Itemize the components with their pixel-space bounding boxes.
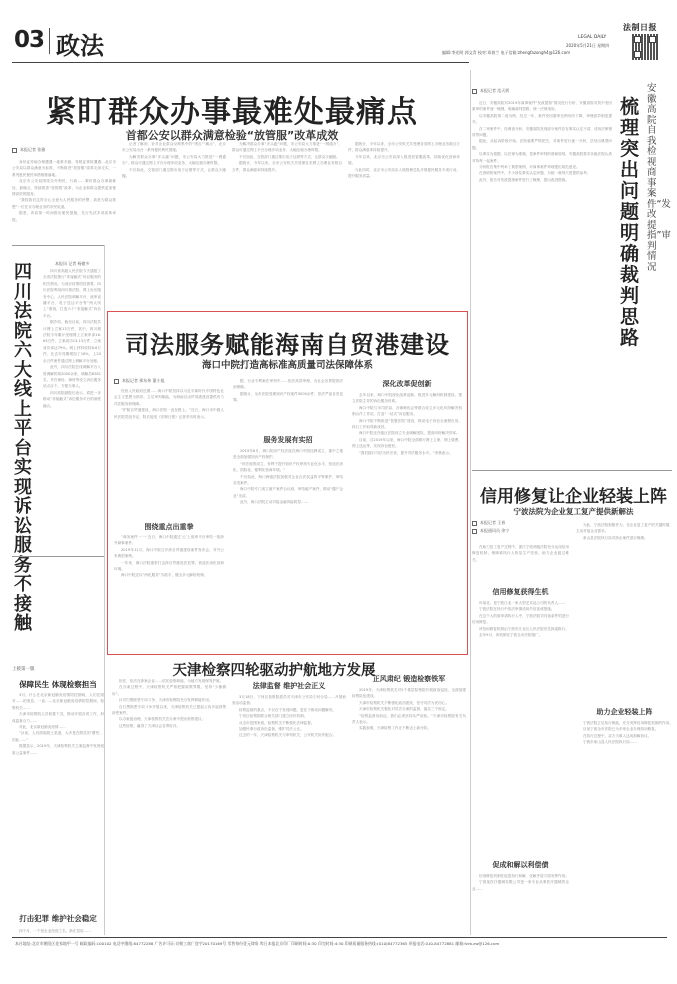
editor-credits: 编辑:李光明 郭文青 校对:邓春兰 电子信箱:zhengfazongh4@126.com <box>442 50 571 55</box>
tianjin-subhead-2: 正风肃纪 锻造检察铁军 <box>372 675 446 683</box>
ningbo-byline-1: 本报记者 王春 <box>472 520 505 526</box>
anhui-headline: 梳理突出问题明确裁判思路 <box>620 96 640 349</box>
anhui-body: 近日，安徽高院对2019年商事案件“发改提指”情况进行分析，安徽高院对其中发回重审的案件逐一梳理，明确裁判思路，统一法律适用。 以安徽高院第二庭为例，经过一年，案件发回重审比例有所下降，审理质效明显提升。 在二审案件中，经调查分析，安徽高院发现部分案件存在事实认定不清、适用法律错误等问题。 据此，从起诉阶段开始，法院就要严格把关，对案件进行逐一分析，总结出典型问题。 以事实为根据，以法律为准绳，是案件审判的基础原则，安徽高院要求各级法院认真对待每一起案件。 分析报告集中列举了典型案例，对商事案件审理提出规范意见。 在查明的案件中，不少涉及事实认定问题，为统一裁判尺度提供参考。 此外，报告对发改提指案件进行了梳理，提出改进措施。 <box>472 101 612 182</box>
ningbo-subhead-1: 信用修复获得生机 <box>492 588 549 596</box>
ningbo-article <box>470 470 677 936</box>
hainan-subheadline: 海口中院打造高标准高质量司法保障体系 <box>201 360 373 371</box>
byline-box-icon <box>472 529 477 534</box>
ningbo-rule <box>472 470 672 471</box>
ningbo-col-1: 在助力复工复产过程中，浙江宁波两级法院充分运用信用修复机制，保障被执行人恢复生产经营，助力企业渡过难关。 <box>472 545 569 562</box>
ningbo-subheadline: 宁波法院为企业复工复产提供新解法 <box>513 507 634 516</box>
hainan-subhead-3: 深化改革促创新 <box>382 380 432 388</box>
column-rule <box>104 245 105 935</box>
page-header <box>0 0 677 64</box>
continued-tail: 四个月，一个是企业经营之名，新庄县检…… <box>19 929 91 933</box>
ningbo-col-2b: 宁波法院立足执行职能，充分发挥信用修复机制的作用。 目前宁波全市法院已为多家企业办理信用修复。 在执行过程中，双方当事人达成和解协议。 宁波市象山县人民法院执行局…… <box>583 721 673 745</box>
hainan-col-1: 经营人民政府近期……海口中院坚持以习近平新时代中国特色社会主义思想为指导，立足审判职能，为海南自由贸易港建设提供有力司法服务和保障。 “护航自贸港建设，海口法院一直在路上。”近日，海口市中级人民法院党组书记、院长接受《法制日报》记者采访时表示。 <box>114 389 224 419</box>
masthead-logo: 法制日报 <box>623 22 657 32</box>
continued-label: 上接第一版 <box>12 667 35 672</box>
header-rule <box>12 62 469 63</box>
tianjin-col-2: 3月18日，宁河区检察院派员对天津市公安局宁河分局……开展侦查活动监督。 检察监督的重点，不仅在于发现问题，更在于推动问题解决。 宁河区检察院联合相关部门建立协作机制。 从全市范围来看，检察机关不断强化法律监督。 加强民事行政诉讼监督，维护司法公正。 过去的一年，天津检察机关与审判机关、公安机关协作配合。 <box>232 695 346 738</box>
ningbo-byline-2: 本报通讯员 余宁 <box>472 528 509 534</box>
tianjin-headline: 天津检察四轮驱动护航地方发展 <box>172 662 376 679</box>
main-subheadline: 首都公安以群众满意检验“放管服”改革成效 <box>125 129 339 142</box>
ningbo-col-2: 为此，宁波法院积极作为，在企业复工复产的关键时期，主动对接企业需求。 象山县法院执行局对涉企案件进行梳理。 <box>576 523 673 540</box>
byline-box-icon <box>472 89 477 94</box>
hainan-article-box <box>107 311 468 655</box>
continued-headline: 保障民生 体现检察担当 <box>19 680 97 689</box>
sichuan-byline: 本报讯 记者 杨傲多 <box>55 261 90 266</box>
hainan-subhead-2: 服务发展有实招 <box>263 436 313 444</box>
issue-date: 2020年5月21日 星期四 <box>566 43 610 48</box>
hainan-byline: 本报记者 邢东伟 董小旭 <box>114 378 165 384</box>
hainan-col-2: 据，行业专利案在审判中……依法高效审理，为社会各界提供法治保障。 据统计，全市法院受理知识产权案件3000余件，依法严惩各类犯罪。 <box>233 379 343 403</box>
hainan-col-2b: 2019年8月，海口知识产权法庭在海口中院挂牌成立，重中之重是全面加强知识产权保护。 “该法庭的成立，有利于提升知识产权审判专业化水平，营造法治化、国际化、便利化营商环境。” 不仅如此，海口两级法院加强对企业合法权益的平等保护，审结各类案件。 海口中院专门成立破产案件合议庭，审结破产案件，推动“僵尸企业”出清。 此外，海口法院主动对接金融风险防控…… <box>233 449 343 505</box>
qr-code-icon[interactable] <box>632 34 658 60</box>
hainan-col-3: 去年以来，海口中院深化改革创新，推进多元解纷机制建设，建立法院主导的诉讼服务体系。 海口中院与市司法局、各律师协会等联合设立多元化纠纷解决机制合作工作站，打造“一站式”诉讼服务。 海口中院不断推进“智慧法院”建设，推动电子诉讼全流程应用，执行工作取得新成效。 海口中院还在辖区法院设立专业调解团队，提高纠纷解决效率。 目前，自2019年以来，海口中院全面推行网上立案、网上缴费、网上送达等，实现诉讼便民。 “我们践行司法为民宗旨，提升司法服务水平。”李燕表示。 <box>352 393 462 455</box>
anhui-subheadline: 安徽高院自我检视商事案件“发改提指”审判情况 <box>647 83 671 273</box>
continued-body: 3月，什么在北京新冠肺炎疫情防控期间，人们在面对……的消息，一直……北京新冠肺炎疫情防控期间，检察机关…… 天津市检察院人员积极下沉，推动开展各项工作，形成监督合力…… 对此，北京新冠肺炎疫情…… “从前，人们面临缺乏渠道，大多是在附近的‘撂荒’，因此……” 数据显示，2019年，天津检察机关立案监督中发现侵害公益案件…… <box>12 693 104 755</box>
tianjin-col-3: 2019年，天津检察机关对5个基层检察院开展政治巡视，全面加强检察队伍建设。 天津市检察机关不断强化政治建设，坚守司法为民初心。 天津市检察机关强化对司法办案的监督，落实三个规定。 “检察监督向前迈，我们必须坚持从严治检。”天津市检察院有关负责人表示。 实践表明，天津检察工作正不断迈上新台阶。 <box>352 688 466 731</box>
continued-article <box>0 556 104 936</box>
continued-subhead: 打击犯罪 维护社会稳定 <box>19 914 97 923</box>
main-col-1: 身份证异地办理遭遇一地事多跑、驾驶证事故遭遇…北京市公安局以群众满意为标准，不断推进“放管服”改革走深走实，一系列惠民便民举措相继落地。 北京市公安局围绕全年利民、行政……紧盯群众办事最难处、最痛点，持续推进“放管服”改革，为企业和群众提供更加便捷高效的服务。 “我将我们这样全心全意为人民服务的民警，真是为群众着想”一位在京办理业务的市民说道。 据悉，该局第一时间推出便民措施，先行先试多项改革举措。 <box>12 160 116 222</box>
main-col-3: 为解决群众办事“多头跑”问题，市公安局大力推进“一网通办”，群众可通过网上平台办理多项业务，大幅压缩办理时限。 不仅如此，交管部门通过推出电子证照等方式，让群众少跑腿。 据统计，今年以来，全市公安机关共受理各类网上办理业务数百万件，群众满意率持续提升。 <box>232 142 342 172</box>
footer-rule <box>12 937 667 938</box>
tianjin-article <box>104 656 468 936</box>
byline-box-icon <box>114 379 119 384</box>
byline-box-icon <box>472 521 477 526</box>
byline-box-icon <box>12 148 17 153</box>
main-headline: 紧盯群众办事最难处最痛点 <box>46 95 418 130</box>
masthead-en: LEGAL DAILY <box>578 35 607 40</box>
main-col-4: 据统计，今年以来，全市公安机关共受理各类网上办理业务数百万件，群众满意率持续提升。 今年以来，北京市公安局深入推进放管服改革，持续优化营商环境。 与此同时，北京市公安局出入境管理总队开展便民服务专项行动，提升服务质量。 <box>348 142 460 179</box>
sichuan-headline: 四川法院六大线上平台实现诉讼服务不接触 <box>14 262 32 634</box>
page-number: 03 <box>14 27 45 53</box>
hainan-subhead-1: 围绕重点出重拳 <box>144 523 194 531</box>
ningbo-col-1b: 叶某北，是宁波江北一家大型艺术品公司的负责人…… 宁波法院在执行中依法审慎适用失信惩戒措施。 在这个人的被申请执行人中，宁波法院对具备条件的进行信用修复。 该信用修复机制由宁波市江北区人民法院首先探索推行。 去年9月，该机制在宁波全市法院推广。 <box>472 601 569 638</box>
main-col-2: 记者了解到，针对企业群众反映集中的“堵点”“痛点”，北京市公安局出台一系列便民利民措施。 为解决群众办事“多头跑”问题，市公安局大力推进“一网通办”，群众可通过网上平台办理多项业务，大幅压缩办理时限。 不仅如此，交管部门通过推出电子证照等方式，让群众少跑腿。 <box>122 142 226 179</box>
hainan-headline: 司法服务赋能海南自贸港建设 <box>125 330 450 359</box>
sichuan-article <box>0 245 104 634</box>
ningbo-col-1c: 信用修复机制在促进执行和解、化解矛盾方面发挥作用。 宁波某医疗器械有限公司是一家专业从事医疗器械的企业…… <box>472 874 569 891</box>
header-divider <box>49 28 50 54</box>
section-title: 政法 <box>56 32 104 60</box>
anhui-article <box>470 64 677 464</box>
hainan-col-1b: “商务案件一‘一’近日，海口中院通过‘云’上庭审平台审结一批涉外商事案件。 2019年11月，海口中院召开涉自贸港建设案件发布会，对外公布典型案例。 一年来，海口法院重拳打击涉自贸港违法犯罪，营造法治化营商环境。 海口中院还以“两化服务”为抓手，健全多元解纷机制。 <box>114 535 224 578</box>
main-byline: 本报记者 张雅 <box>12 147 45 153</box>
anhui-byline: 本报记者 范天娇 <box>472 88 509 94</box>
continued-rule <box>12 556 104 557</box>
tianjin-col-1: 担任，依法在涉案企业……依托检察职能，为地方发展保驾护航。 在办案过程中，天津检察机关严格把握政策界限，坚持“少捕慎诉”。 针对扫黑除恶专项斗争，天津市检察院充分发挥职能作用。 自扫黑除恶专项斗争开展以来，天津检察机关已提起公诉多起涉黑涉恶案件。 以办案促治理，天津检察机关在办案中提出检察建议。 这些检察，赢得了天津社会各界好评。 <box>112 679 226 728</box>
ningbo-subhead-2: 促成和解以利偿债 <box>492 861 549 869</box>
column-rule <box>470 70 471 935</box>
ningbo-headline: 信用修复让企业轻装上阵 <box>480 487 667 507</box>
ningbo-subhead-3: 助力企业轻装上阵 <box>596 708 653 716</box>
sichuan-rule <box>12 245 104 246</box>
footer-imprint: 本社地址:北京市朝阳区花家地甲一号 邮政编码:100102 电话中继线:84772288 广告许可证:京朝工商广登字20170169号 零售每份壹元肆角 昨日本报北京印厂印刷时间:0:30 印完时间:4:30 印刷质量服务热线:(010)84772365 举报电话:010-84772881 邮箱:fzrb.zw@126.com <box>15 941 500 946</box>
sichuan-body: 四川省高级人民法院今天通报了全省法院推行“非接触式”诉讼服务的相关情况。为适应疫情防控需要，四川法院利用四川微法院、网上诉讼服务中心、人民法院调解平台、庭审直播平台、电子送达平台等“两大线上”系统，打造六个“非接触式”诉讼平台。 据介绍，截至目前，四川法院共计网上立案13万件，其中，四川微法院今年累计受理网上立案申请16.63万件，立案成功13.13万件，立案成功率达79%。网上材料收转8.6万件，比去年同期增加了16%，上20余万件案件通过网上调解平台处理。 此外，四川法院在线调解平台入驻调解机构2000余家，调解员6281名，并在律协、律所等设立诉讼服务站点百个，方便当事人。 四川高院副院长表示，将进一步推动“非接触式”诉讼服务平台的深度融合。 <box>43 269 101 408</box>
tianjin-subhead-1: 法律监督 维护社会正义 <box>252 682 326 690</box>
